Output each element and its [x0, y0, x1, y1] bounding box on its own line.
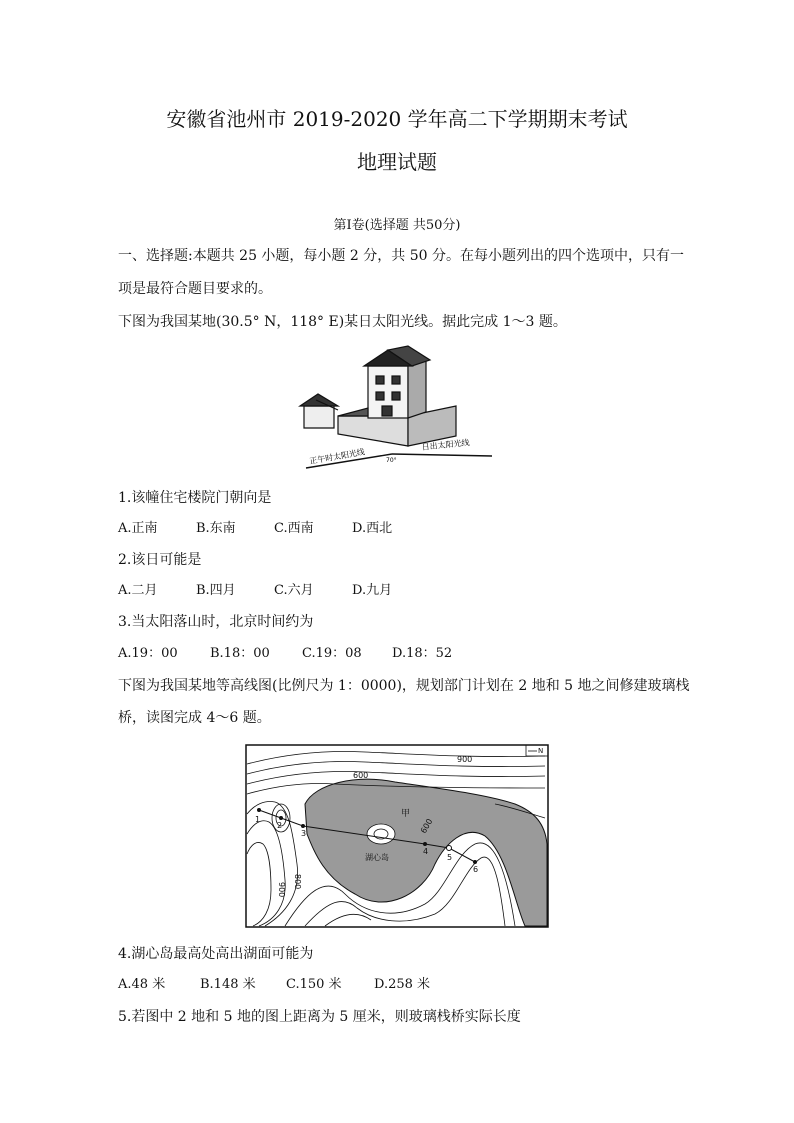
q1-option-d: D.西北: [352, 521, 393, 536]
north-label: N: [538, 747, 544, 755]
point-label-6: 6: [473, 865, 479, 874]
q1-option-a: A.正南: [118, 521, 158, 536]
point-label-5: 5: [447, 853, 453, 862]
point-2: [279, 816, 283, 820]
question-2: 2.该日可能是: [118, 552, 202, 568]
point-1: [257, 808, 261, 812]
q2-option-d: D.九月: [352, 583, 393, 598]
q1-option-c: C.西南: [274, 521, 314, 536]
point-label-4: 4: [423, 847, 429, 856]
instructions-line-2: 项是最符合题目要求的。: [118, 281, 272, 297]
sunrise-ray-label: 日出太阳光线: [421, 438, 470, 452]
q2-option-b: B.四月: [196, 583, 236, 598]
point-6: [473, 860, 477, 864]
point-label-2: 2: [277, 821, 283, 830]
page-subtitle: 地理试题: [357, 150, 437, 174]
contour-label-900-left: 900: [277, 882, 286, 898]
intro-figure-2-line-1: 下图为我国某地等高线图(比例尺为 1：0000)，规划部门计划在 2 地和 5 地之间修建玻璃栈: [118, 678, 690, 694]
island-label: 湖心岛: [365, 853, 389, 862]
q2-option-a: A.二月: [118, 583, 158, 598]
q1-option-b: B.东南: [196, 521, 236, 536]
q4-option-c: C.150 米: [286, 977, 342, 992]
q3-option-c: C.19：08: [302, 646, 362, 661]
q4-option-b: B.148 米: [200, 977, 256, 992]
contour-map-figure: [245, 744, 549, 928]
intro-figure-2-line-2: 桥，读图完成 4～6 题。: [118, 710, 271, 726]
contour-label-800: 800: [293, 874, 302, 890]
place-label-jia: 甲: [401, 809, 411, 819]
q3-option-d: D.18：52: [392, 646, 453, 661]
question-4: 4.湖心岛最高处高出湖面可能为: [118, 946, 314, 962]
contour-label-600-lake: 600: [418, 817, 435, 835]
contour-label-600: 600: [353, 771, 369, 780]
q2-option-c: C.六月: [274, 583, 314, 598]
point-5: [447, 846, 452, 851]
section-header: 第Ⅰ卷(选择题 共50分): [333, 218, 461, 233]
point-3: [301, 824, 305, 828]
angle-label: 70°: [386, 457, 397, 464]
instructions-line-1: 一、选择题:本题共 25 小题，每小题 2 分，共 50 分。在每小题列出的四个选项中，只有一: [118, 248, 684, 264]
q4-option-a: A.48 米: [118, 977, 166, 992]
q3-option-b: B.18：00: [210, 646, 270, 661]
question-3: 3.当太阳落山时，北京时间约为: [118, 614, 314, 630]
page-title: 安徽省池州市 2019-2020 学年高二下学期期末考试: [166, 107, 628, 131]
q3-option-a: A.19：00: [118, 646, 178, 661]
point-4: [423, 842, 427, 846]
point-label-1: 1: [255, 815, 261, 824]
question-5: 5.若图中 2 地和 5 地的图上距离为 5 厘米，则玻璃栈桥实际长度: [118, 1009, 521, 1025]
house-illustration: [300, 346, 456, 446]
question-1: 1.该幢住宅楼院门朝向是: [118, 490, 272, 506]
q4-option-d: D.258 米: [374, 977, 431, 992]
point-label-3: 3: [301, 829, 307, 838]
intro-figure-1: 下图为我国某地(30.5° N，118° E)某日太阳光线。据此完成 1～3 题。: [118, 314, 567, 330]
house-sunlight-figure: [296, 336, 496, 476]
noon-ray-label: 正午时太阳光线: [308, 447, 366, 466]
island-contour: [367, 824, 395, 844]
contour-label-900-top: 900: [457, 755, 473, 764]
sunrise-ray-line: [392, 454, 492, 456]
